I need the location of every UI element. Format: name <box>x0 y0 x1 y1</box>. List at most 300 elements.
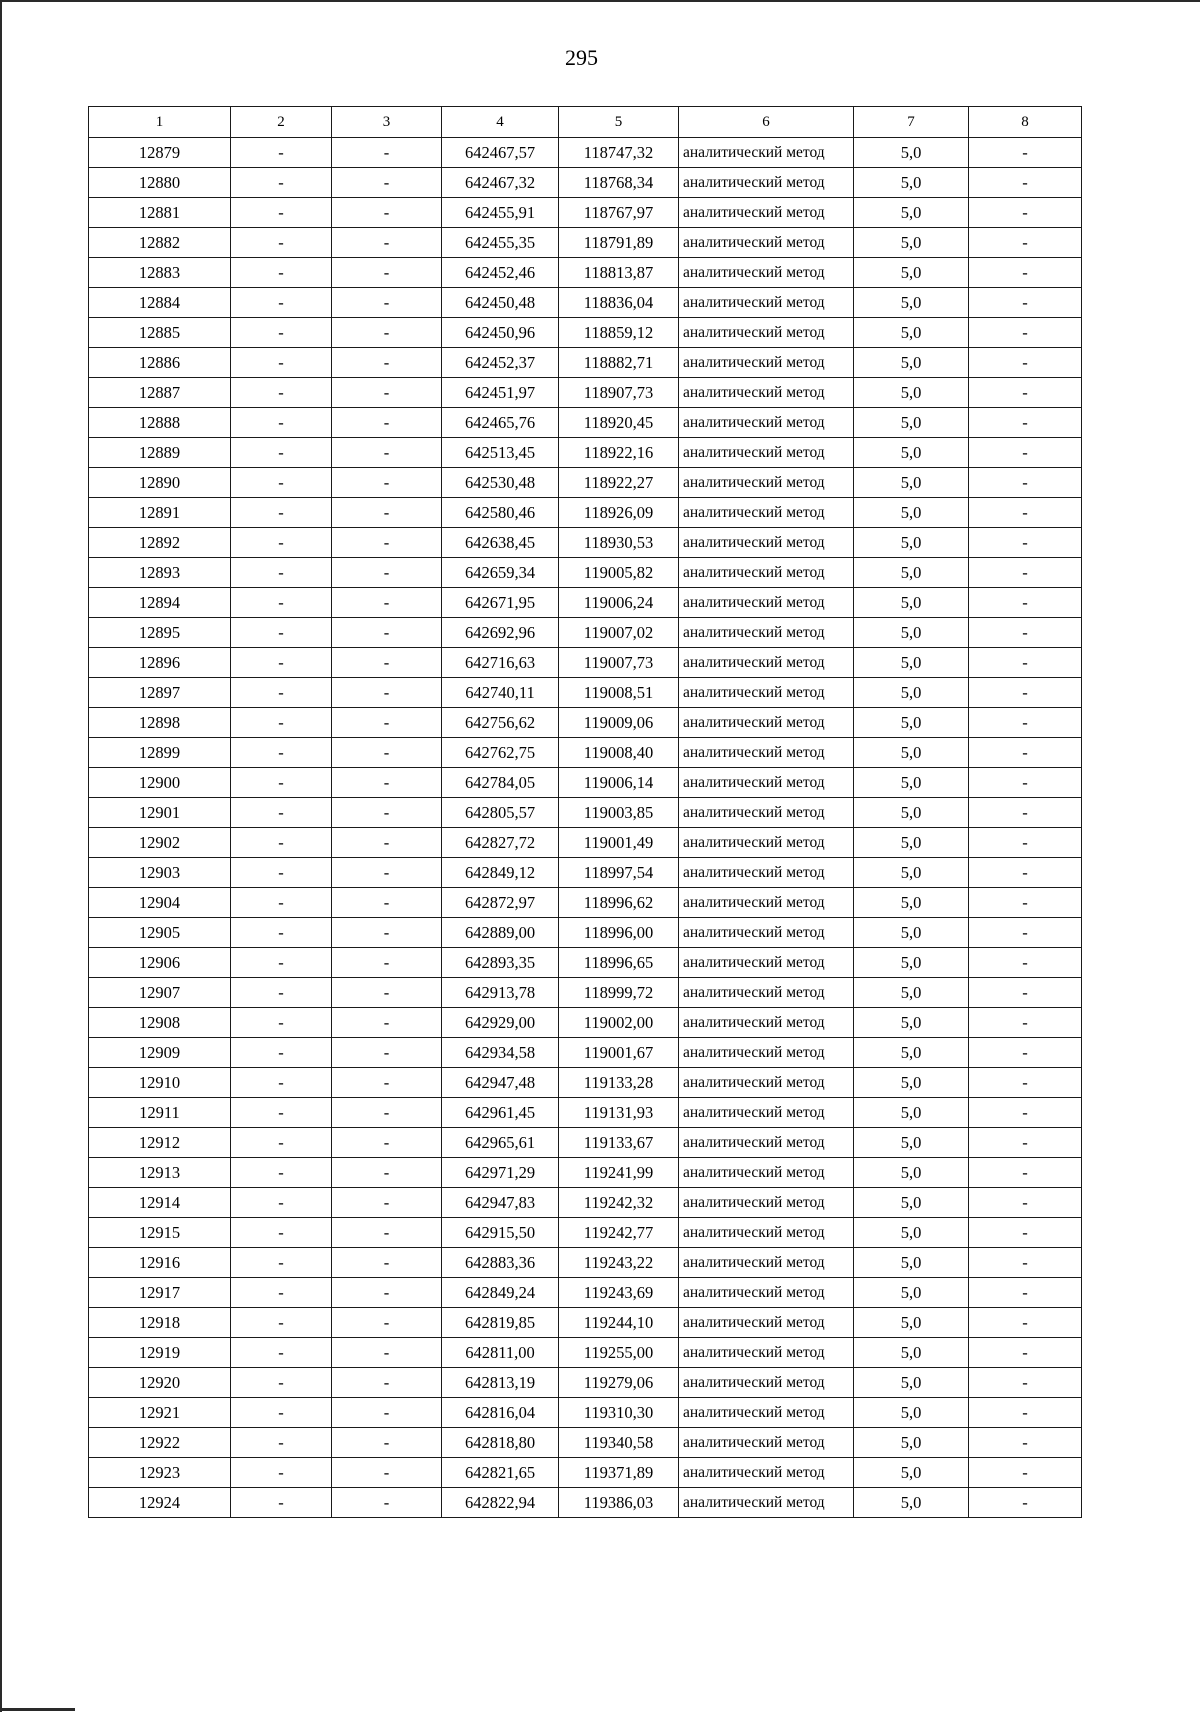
cell-method: аналитический метод <box>679 1458 854 1488</box>
cell-accuracy: 5,0 <box>854 918 969 948</box>
cell-col-8: - <box>969 528 1082 558</box>
cell-x-coordinate: 642889,00 <box>442 918 559 948</box>
cell-method: аналитический метод <box>679 1488 854 1518</box>
cell-method: аналитический метод <box>679 1248 854 1278</box>
cell-point-number: 12901 <box>89 798 231 828</box>
cell-point-number: 12915 <box>89 1218 231 1248</box>
cell-col-8: - <box>969 198 1082 228</box>
cell-col-2: - <box>231 858 332 888</box>
cell-method: аналитический метод <box>679 1068 854 1098</box>
cell-x-coordinate: 642893,35 <box>442 948 559 978</box>
cell-method: аналитический метод <box>679 918 854 948</box>
cell-col-2: - <box>231 258 332 288</box>
cell-accuracy: 5,0 <box>854 168 969 198</box>
cell-method: аналитический метод <box>679 858 854 888</box>
cell-method: аналитический метод <box>679 198 854 228</box>
cell-col-8: - <box>969 348 1082 378</box>
page-edge-top <box>0 0 1200 2</box>
cell-y-coordinate: 119007,73 <box>559 648 679 678</box>
table-row <box>89 168 1082 198</box>
cell-col-8: - <box>969 648 1082 678</box>
cell-method: аналитический метод <box>679 318 854 348</box>
cell-col-3: - <box>332 438 442 468</box>
cell-point-number: 12897 <box>89 678 231 708</box>
table-row <box>89 978 1082 1008</box>
cell-col-2: - <box>231 558 332 588</box>
cell-accuracy: 5,0 <box>854 828 969 858</box>
cell-point-number: 12880 <box>89 168 231 198</box>
cell-y-coordinate: 119310,30 <box>559 1398 679 1428</box>
cell-y-coordinate: 119133,28 <box>559 1068 679 1098</box>
table-row <box>89 318 1082 348</box>
cell-col-3: - <box>332 768 442 798</box>
cell-col-8: - <box>969 978 1082 1008</box>
cell-x-coordinate: 642821,65 <box>442 1458 559 1488</box>
table-row <box>89 408 1082 438</box>
table-row <box>89 798 1082 828</box>
cell-col-2: - <box>231 318 332 348</box>
cell-col-2: - <box>231 1158 332 1188</box>
cell-col-8: - <box>969 828 1082 858</box>
table-row <box>89 438 1082 468</box>
cell-col-8: - <box>969 858 1082 888</box>
cell-method: аналитический метод <box>679 1218 854 1248</box>
cell-col-3: - <box>332 1068 442 1098</box>
cell-y-coordinate: 118999,72 <box>559 978 679 1008</box>
cell-y-coordinate: 119255,00 <box>559 1338 679 1368</box>
cell-col-3: - <box>332 978 442 1008</box>
cell-y-coordinate: 118997,54 <box>559 858 679 888</box>
cell-col-2: - <box>231 888 332 918</box>
cell-point-number: 12918 <box>89 1308 231 1338</box>
cell-method: аналитический метод <box>679 1038 854 1068</box>
cell-method: аналитический метод <box>679 228 854 258</box>
cell-method: аналитический метод <box>679 768 854 798</box>
cell-accuracy: 5,0 <box>854 228 969 258</box>
cell-accuracy: 5,0 <box>854 648 969 678</box>
column-header: 2 <box>231 107 332 138</box>
cell-x-coordinate: 642813,19 <box>442 1368 559 1398</box>
cell-point-number: 12922 <box>89 1428 231 1458</box>
cell-col-8: - <box>969 438 1082 468</box>
cell-x-coordinate: 642934,58 <box>442 1038 559 1068</box>
cell-accuracy: 5,0 <box>854 498 969 528</box>
cell-accuracy: 5,0 <box>854 1128 969 1158</box>
cell-point-number: 12886 <box>89 348 231 378</box>
cell-accuracy: 5,0 <box>854 1248 969 1278</box>
cell-col-2: - <box>231 168 332 198</box>
cell-col-2: - <box>231 678 332 708</box>
cell-method: аналитический метод <box>679 258 854 288</box>
column-header: 3 <box>332 107 442 138</box>
cell-point-number: 12902 <box>89 828 231 858</box>
cell-col-2: - <box>231 1458 332 1488</box>
cell-col-2: - <box>231 798 332 828</box>
header-row <box>89 107 1082 138</box>
cell-col-2: - <box>231 588 332 618</box>
cell-col-8: - <box>969 468 1082 498</box>
table-row <box>89 588 1082 618</box>
cell-col-2: - <box>231 498 332 528</box>
cell-method: аналитический метод <box>679 948 854 978</box>
cell-point-number: 12910 <box>89 1068 231 1098</box>
cell-method: аналитический метод <box>679 138 854 168</box>
cell-method: аналитический метод <box>679 528 854 558</box>
cell-method: аналитический метод <box>679 828 854 858</box>
column-header: 5 <box>559 107 679 138</box>
cell-col-3: - <box>332 1488 442 1518</box>
coordinates-table <box>88 106 1082 1518</box>
cell-x-coordinate: 642716,63 <box>442 648 559 678</box>
cell-accuracy: 5,0 <box>854 468 969 498</box>
cell-x-coordinate: 642883,36 <box>442 1248 559 1278</box>
cell-col-2: - <box>231 1188 332 1218</box>
cell-col-8: - <box>969 1278 1082 1308</box>
cell-col-8: - <box>969 1008 1082 1038</box>
cell-col-2: - <box>231 378 332 408</box>
cell-point-number: 12919 <box>89 1338 231 1368</box>
cell-y-coordinate: 118922,27 <box>559 468 679 498</box>
cell-col-3: - <box>332 678 442 708</box>
cell-col-3: - <box>332 558 442 588</box>
cell-x-coordinate: 642740,11 <box>442 678 559 708</box>
cell-col-3: - <box>332 1458 442 1488</box>
cell-col-2: - <box>231 1008 332 1038</box>
cell-x-coordinate: 642450,96 <box>442 318 559 348</box>
cell-y-coordinate: 119279,06 <box>559 1368 679 1398</box>
table-row <box>89 1158 1082 1188</box>
cell-col-8: - <box>969 1368 1082 1398</box>
cell-y-coordinate: 118907,73 <box>559 378 679 408</box>
cell-x-coordinate: 642913,78 <box>442 978 559 1008</box>
cell-col-8: - <box>969 558 1082 588</box>
cell-y-coordinate: 118926,09 <box>559 498 679 528</box>
cell-point-number: 12882 <box>89 228 231 258</box>
cell-x-coordinate: 642762,75 <box>442 738 559 768</box>
cell-col-8: - <box>969 1308 1082 1338</box>
table-row <box>89 1398 1082 1428</box>
cell-accuracy: 5,0 <box>854 258 969 288</box>
cell-accuracy: 5,0 <box>854 1188 969 1218</box>
cell-y-coordinate: 119001,49 <box>559 828 679 858</box>
cell-accuracy: 5,0 <box>854 138 969 168</box>
cell-accuracy: 5,0 <box>854 1038 969 1068</box>
cell-method: аналитический метод <box>679 288 854 318</box>
cell-y-coordinate: 119133,67 <box>559 1128 679 1158</box>
cell-point-number: 12887 <box>89 378 231 408</box>
cell-col-2: - <box>231 648 332 678</box>
cell-col-3: - <box>332 318 442 348</box>
cell-method: аналитический метод <box>679 1128 854 1158</box>
table-row <box>89 768 1082 798</box>
cell-accuracy: 5,0 <box>854 708 969 738</box>
cell-y-coordinate: 119006,14 <box>559 768 679 798</box>
cell-point-number: 12888 <box>89 408 231 438</box>
cell-col-3: - <box>332 468 442 498</box>
cell-point-number: 12903 <box>89 858 231 888</box>
cell-y-coordinate: 118996,62 <box>559 888 679 918</box>
cell-x-coordinate: 642513,45 <box>442 438 559 468</box>
cell-accuracy: 5,0 <box>854 1008 969 1038</box>
cell-col-2: - <box>231 1338 332 1368</box>
cell-col-3: - <box>332 228 442 258</box>
page-edge-left <box>0 0 2 1712</box>
cell-accuracy: 5,0 <box>854 198 969 228</box>
cell-col-2: - <box>231 1038 332 1068</box>
cell-accuracy: 5,0 <box>854 1428 969 1458</box>
cell-col-3: - <box>332 858 442 888</box>
table-row <box>89 858 1082 888</box>
cell-accuracy: 5,0 <box>854 1488 969 1518</box>
cell-method: аналитический метод <box>679 588 854 618</box>
table-row <box>89 1428 1082 1458</box>
cell-col-3: - <box>332 168 442 198</box>
cell-method: аналитический метод <box>679 648 854 678</box>
page-number: 295 <box>565 45 598 70</box>
cell-y-coordinate: 119242,77 <box>559 1218 679 1248</box>
table-row <box>89 198 1082 228</box>
cell-accuracy: 5,0 <box>854 888 969 918</box>
cell-y-coordinate: 119386,03 <box>559 1488 679 1518</box>
table-row <box>89 1308 1082 1338</box>
cell-accuracy: 5,0 <box>854 1308 969 1338</box>
cell-y-coordinate: 118996,00 <box>559 918 679 948</box>
cell-col-2: - <box>231 1128 332 1158</box>
cell-point-number: 12892 <box>89 528 231 558</box>
cell-point-number: 12907 <box>89 978 231 1008</box>
cell-x-coordinate: 642467,32 <box>442 168 559 198</box>
cell-x-coordinate: 642659,34 <box>442 558 559 588</box>
cell-col-3: - <box>332 918 442 948</box>
cell-accuracy: 5,0 <box>854 1338 969 1368</box>
cell-method: аналитический метод <box>679 558 854 588</box>
cell-point-number: 12905 <box>89 918 231 948</box>
column-header: 6 <box>679 107 854 138</box>
cell-col-3: - <box>332 828 442 858</box>
cell-col-3: - <box>332 888 442 918</box>
cell-x-coordinate: 642929,00 <box>442 1008 559 1038</box>
cell-x-coordinate: 642467,57 <box>442 138 559 168</box>
cell-y-coordinate: 119001,67 <box>559 1038 679 1068</box>
cell-method: аналитический метод <box>679 1098 854 1128</box>
cell-point-number: 12891 <box>89 498 231 528</box>
cell-y-coordinate: 118747,32 <box>559 138 679 168</box>
cell-col-2: - <box>231 138 332 168</box>
cell-col-3: - <box>332 1428 442 1458</box>
table-row <box>89 918 1082 948</box>
cell-point-number: 12909 <box>89 1038 231 1068</box>
cell-x-coordinate: 642827,72 <box>442 828 559 858</box>
cell-y-coordinate: 119009,06 <box>559 708 679 738</box>
cell-x-coordinate: 642805,57 <box>442 798 559 828</box>
cell-point-number: 12920 <box>89 1368 231 1398</box>
cell-point-number: 12917 <box>89 1278 231 1308</box>
cell-y-coordinate: 118859,12 <box>559 318 679 348</box>
cell-col-2: - <box>231 228 332 258</box>
table-row <box>89 1488 1082 1518</box>
cell-accuracy: 5,0 <box>854 1278 969 1308</box>
cell-accuracy: 5,0 <box>854 558 969 588</box>
cell-col-3: - <box>332 738 442 768</box>
cell-col-3: - <box>332 498 442 528</box>
table-row <box>89 138 1082 168</box>
cell-accuracy: 5,0 <box>854 978 969 1008</box>
cell-col-8: - <box>969 1038 1082 1068</box>
cell-point-number: 12906 <box>89 948 231 978</box>
cell-point-number: 12893 <box>89 558 231 588</box>
cell-col-3: - <box>332 948 442 978</box>
cell-accuracy: 5,0 <box>854 528 969 558</box>
cell-accuracy: 5,0 <box>854 1368 969 1398</box>
cell-accuracy: 5,0 <box>854 348 969 378</box>
cell-x-coordinate: 642818,80 <box>442 1428 559 1458</box>
cell-x-coordinate: 642452,37 <box>442 348 559 378</box>
column-header: 4 <box>442 107 559 138</box>
cell-point-number: 12923 <box>89 1458 231 1488</box>
cell-col-3: - <box>332 648 442 678</box>
cell-y-coordinate: 118930,53 <box>559 528 679 558</box>
cell-y-coordinate: 119002,00 <box>559 1008 679 1038</box>
cell-col-3: - <box>332 708 442 738</box>
cell-col-8: - <box>969 798 1082 828</box>
cell-x-coordinate: 642965,61 <box>442 1128 559 1158</box>
cell-method: аналитический метод <box>679 438 854 468</box>
cell-col-3: - <box>332 1308 442 1338</box>
cell-point-number: 12884 <box>89 288 231 318</box>
cell-method: аналитический метод <box>679 1278 854 1308</box>
cell-col-3: - <box>332 1368 442 1398</box>
cell-x-coordinate: 642811,00 <box>442 1338 559 1368</box>
cell-x-coordinate: 642784,05 <box>442 768 559 798</box>
table-row <box>89 648 1082 678</box>
cell-col-8: - <box>969 1218 1082 1248</box>
table-row <box>89 378 1082 408</box>
cell-method: аналитический метод <box>679 708 854 738</box>
cell-col-8: - <box>969 1068 1082 1098</box>
cell-point-number: 12895 <box>89 618 231 648</box>
cell-col-8: - <box>969 918 1082 948</box>
cell-y-coordinate: 118767,97 <box>559 198 679 228</box>
cell-col-3: - <box>332 1218 442 1248</box>
table-row <box>89 1368 1082 1398</box>
cell-col-3: - <box>332 1098 442 1128</box>
cell-accuracy: 5,0 <box>854 378 969 408</box>
table-row <box>89 528 1082 558</box>
cell-point-number: 12898 <box>89 708 231 738</box>
cell-col-8: - <box>969 588 1082 618</box>
cell-col-3: - <box>332 138 442 168</box>
table-row <box>89 1278 1082 1308</box>
cell-method: аналитический метод <box>679 1008 854 1038</box>
cell-method: аналитический метод <box>679 678 854 708</box>
cell-col-2: - <box>231 738 332 768</box>
table-row <box>89 228 1082 258</box>
table-row <box>89 1248 1082 1278</box>
table-row <box>89 498 1082 528</box>
cell-col-8: - <box>969 1458 1082 1488</box>
cell-method: аналитический метод <box>679 408 854 438</box>
table-row <box>89 348 1082 378</box>
cell-col-8: - <box>969 498 1082 528</box>
cell-col-2: - <box>231 288 332 318</box>
cell-accuracy: 5,0 <box>854 798 969 828</box>
table-row <box>89 258 1082 288</box>
cell-method: аналитический метод <box>679 1158 854 1188</box>
cell-method: аналитический метод <box>679 1308 854 1338</box>
cell-col-2: - <box>231 1308 332 1338</box>
table-header <box>89 107 1082 138</box>
cell-col-3: - <box>332 1038 442 1068</box>
cell-point-number: 12889 <box>89 438 231 468</box>
cell-point-number: 12904 <box>89 888 231 918</box>
cell-col-2: - <box>231 198 332 228</box>
column-header: 7 <box>854 107 969 138</box>
cell-accuracy: 5,0 <box>854 738 969 768</box>
cell-accuracy: 5,0 <box>854 1458 969 1488</box>
cell-y-coordinate: 119243,69 <box>559 1278 679 1308</box>
cell-point-number: 12921 <box>89 1398 231 1428</box>
table-row <box>89 618 1082 648</box>
cell-col-2: - <box>231 618 332 648</box>
cell-col-2: - <box>231 1428 332 1458</box>
cell-x-coordinate: 642450,48 <box>442 288 559 318</box>
table-row <box>89 288 1082 318</box>
cell-col-2: - <box>231 348 332 378</box>
cell-y-coordinate: 118882,71 <box>559 348 679 378</box>
cell-x-coordinate: 642671,95 <box>442 588 559 618</box>
cell-point-number: 12924 <box>89 1488 231 1518</box>
table-row <box>89 1098 1082 1128</box>
cell-accuracy: 5,0 <box>854 318 969 348</box>
cell-col-8: - <box>969 168 1082 198</box>
cell-col-3: - <box>332 1158 442 1188</box>
cell-y-coordinate: 119003,85 <box>559 798 679 828</box>
cell-accuracy: 5,0 <box>854 678 969 708</box>
cell-x-coordinate: 642465,76 <box>442 408 559 438</box>
cell-accuracy: 5,0 <box>854 288 969 318</box>
cell-col-8: - <box>969 378 1082 408</box>
cell-col-3: - <box>332 1248 442 1278</box>
cell-col-2: - <box>231 528 332 558</box>
cell-x-coordinate: 642756,62 <box>442 708 559 738</box>
cell-method: аналитический метод <box>679 888 854 918</box>
cell-col-3: - <box>332 618 442 648</box>
cell-y-coordinate: 119008,51 <box>559 678 679 708</box>
cell-y-coordinate: 119371,89 <box>559 1458 679 1488</box>
cell-col-8: - <box>969 138 1082 168</box>
cell-x-coordinate: 642455,35 <box>442 228 559 258</box>
cell-x-coordinate: 642915,50 <box>442 1218 559 1248</box>
cell-col-8: - <box>969 618 1082 648</box>
cell-y-coordinate: 119241,99 <box>559 1158 679 1188</box>
cell-col-8: - <box>969 1188 1082 1218</box>
table-body <box>89 138 1082 1518</box>
cell-col-2: - <box>231 978 332 1008</box>
cell-accuracy: 5,0 <box>854 768 969 798</box>
table-row <box>89 888 1082 918</box>
cell-method: аналитический метод <box>679 1188 854 1218</box>
cell-accuracy: 5,0 <box>854 1158 969 1188</box>
cell-col-3: - <box>332 1128 442 1158</box>
cell-x-coordinate: 642822,94 <box>442 1488 559 1518</box>
cell-accuracy: 5,0 <box>854 408 969 438</box>
cell-x-coordinate: 642451,97 <box>442 378 559 408</box>
cell-y-coordinate: 119006,24 <box>559 588 679 618</box>
cell-method: аналитический метод <box>679 618 854 648</box>
cell-col-3: - <box>332 348 442 378</box>
cell-y-coordinate: 119007,02 <box>559 618 679 648</box>
cell-x-coordinate: 642530,48 <box>442 468 559 498</box>
